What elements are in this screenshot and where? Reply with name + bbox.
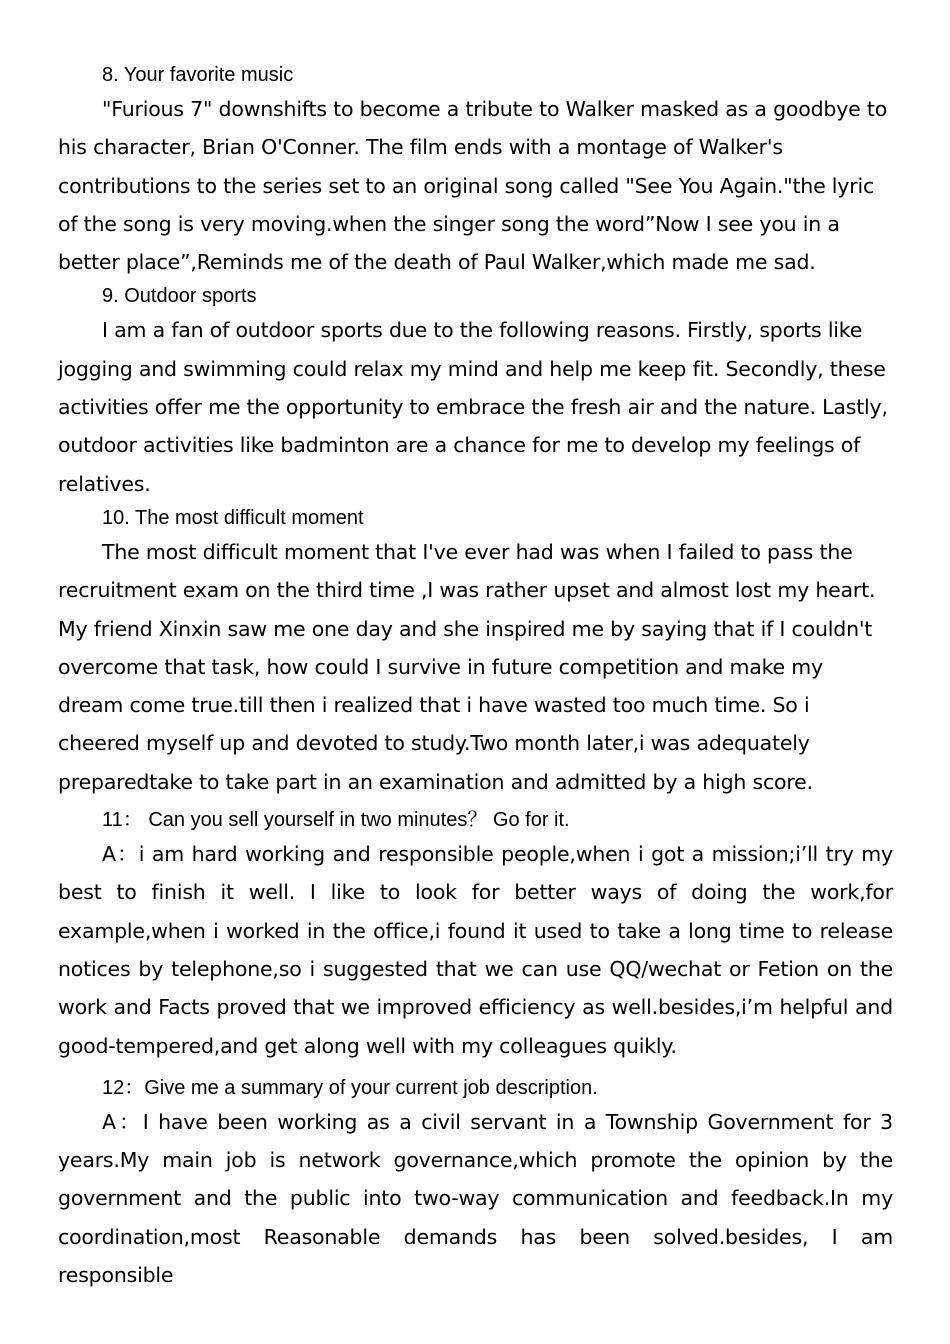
section-11-heading: 11： Can you sell yourself in two minutes？ Go for it. [102, 809, 570, 832]
section-9-heading: 9. Outdoor sports [102, 285, 257, 308]
document-page [58, 60, 900, 1294]
section-8-body: "Furious 7" downshifts to become a tribute to Walker masked as a goodbye to his character, Brian O'Conner. The film ends with a montage of Walker's contributions to the series set to an original song called "See You Again."the lyric of the song is very moving.when the singer song the word”Now I see you in a better place”,Reminds me of the death of Paul Walker,which made me sad. [58, 97, 894, 275]
section-10-body: The most difficult moment that I've ever had was when I failed to pass the recruitment exam on the third time ,I was rather upset and almost lost my heart. My friend Xinxin saw me one day and she inspired me by saying that if I couldn't overcome that task, how could I survive in future competition and make my dream come true.till then i realized that i have wasted too much time. So i cheered myself up and devoted to study.Two month later,i was adequately preparedtake to take part in an examination and admitted by a high score. [58, 539, 882, 794]
section-10-heading: 10. The most difficult moment [102, 506, 364, 529]
section-8-heading: 8. Your favorite music [102, 64, 294, 86]
section-11-body: A：i am hard working and responsible people,when i got a mission;i’ll try my best to finish it well. I like to look for better ways of doing the work,for example,when i worked in the office,i found it used to take a long time to release notices by telephone,so i suggested that we can use QQ/wechat or Fetion on the work and Facts proved that we improved efficiency as well.besides,i’m helpful and good-tempered,and get along well with my colleagues quikly. [58, 842, 900, 1058]
section-12-heading: 12：Give me a summary of your current job description. [102, 1076, 598, 1099]
section-9-body: I am a fan of outdoor sports due to the following reasons. Firstly, sports like jogging and swimming could relax my mind and help me keep fit. Secondly, these activities offer me the opportunity to embrace the fresh air and the nature. Lastly, outdoor activities like badminton are a chance for me to develop my feelings of relatives. [58, 318, 895, 496]
section-12-body: A：I have been working as a civil servant in a Township Government for 3 years.My main job is network governance,which promote the opinion by the government and the public into two-way communication and feedback.In my coordination,most Reasonable demands has been solved.besides, I am responsible [58, 1109, 900, 1288]
